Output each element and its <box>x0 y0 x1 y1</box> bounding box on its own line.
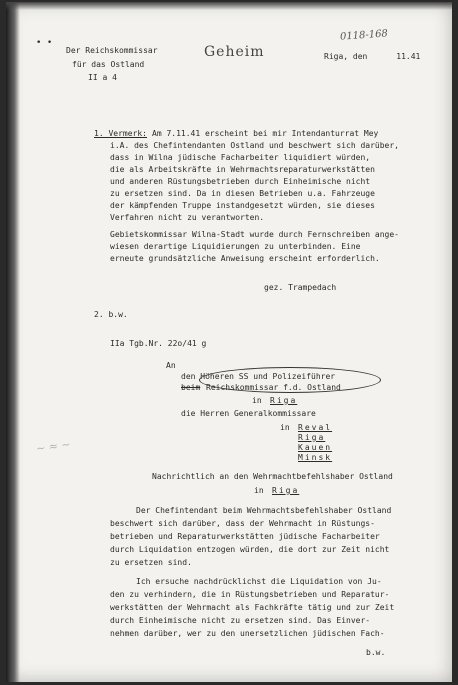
body2-line-1: Ich ersuche nachdrücklichst die Liquidation von Ju- <box>136 577 382 586</box>
memo-line-2: i.A. des Chefintendanten Ostland und beschwert sich darüber, <box>110 141 399 150</box>
body2-line-5: nehmen darüber, wer zu den unersetzlichen jüdischen Fach- <box>110 629 385 638</box>
body1-line-5: zu ersetzen sind. <box>110 558 192 567</box>
memo-item-2: 2. b.w. <box>94 310 128 319</box>
memo-item-label: 1. Vermerk: <box>94 129 147 138</box>
cc-in: in <box>254 486 264 495</box>
body1-line-1: Der Chefintendant beim Wehrmachtsbefehlshaber Ostland <box>136 506 392 515</box>
body2-line-4: durch Einheimische nicht zu ersetzen sind. Das Einver- <box>110 616 371 625</box>
reference-code: II a 4 <box>88 73 117 82</box>
city-riga: Riga <box>298 433 326 442</box>
footer-continued: b.w. <box>366 648 386 657</box>
address-an: An <box>166 361 176 370</box>
memo-para2-line-2: wiesen derartige Liquidierungen zu unterbinden. Eine <box>110 242 361 251</box>
body1-line-4: durch Liquidation entzogen würden, die dort zur Zeit nicht <box>110 545 390 554</box>
memo-line-3: dass in Wilna jüdische Facharbeiter liquidiert würden, <box>110 153 371 162</box>
recipient-in: in <box>252 396 262 405</box>
memo-para2-line-3: erneute grundsätzliche Anweisung erscheint erforderlich. <box>110 254 380 263</box>
recipient-struck-word: beim <box>181 383 201 392</box>
corner-marks: • • <box>36 38 53 48</box>
office-line-2: für das Ostland <box>72 60 145 69</box>
memo-signature: gez. Trampedach <box>264 283 337 292</box>
city-reval: Reval <box>298 423 333 432</box>
scan-shadow-left <box>6 2 20 682</box>
body1-line-3: betrieben und Reparaturwerkstätten jüdische Facharbeiter <box>110 532 380 541</box>
margin-marks: ~ ≈ ~ <box>35 437 72 456</box>
office-line-1: Der Reichskommissar <box>66 46 158 55</box>
memo-line-6: zu ersetzen sind. Da in diesen Betrieben u.a. Fahrzeuge <box>110 189 375 198</box>
memo-line-4: die als Arbeitskräfte in Wehrmachtsreparaturwerkstätten <box>110 165 375 174</box>
memo-line-7: der kämpfenden Truppe instandgesetzt würden, sie dieses <box>110 201 375 210</box>
memo-para2-line-1: Gebietskommissar Wilna-Stadt wurde durch Fernschreiben ange- <box>110 230 399 239</box>
body2-line-3: werkstätten der Wehrmacht als Fachkräfte tätig und zur Zeit <box>110 603 395 612</box>
recipient-in-2: in <box>280 423 290 432</box>
city-minsk: Minsk <box>298 453 333 462</box>
scan-shadow-top <box>6 2 452 10</box>
recipient-city-riga: Riga <box>270 396 298 405</box>
document-page <box>6 2 452 682</box>
recipient-line-2: Reichskommissar f.d. Ostland <box>206 383 341 392</box>
archive-stamp: 0118-168 <box>339 28 389 43</box>
classification-heading: Geheim <box>204 44 265 60</box>
memo-line-1: Am 7.11.41 erscheint bei mir Intendanturrat Mey <box>152 129 379 138</box>
place-date: Riga, den 11.41 <box>324 52 421 61</box>
recipients-generalkommissare: die Herren Generalkommissare <box>181 409 316 418</box>
memo-line-8: Verfahren nicht zu verantworten. <box>110 213 265 222</box>
journal-number: IIa Tgb.Nr. 22o/41 g <box>110 339 207 348</box>
recipient-line-1: den Höheren SS und Polizeiführer <box>181 372 336 381</box>
cc-city-riga: Riga <box>272 486 300 495</box>
city-kauen: Kauen <box>298 443 333 452</box>
body1-line-2: beschwert sich darüber, dass der Wehrmacht in Rüstungs- <box>110 519 375 528</box>
cc-line: Nachrichtlich an den Wehrmachtbefehlshaber Ostland <box>152 472 393 481</box>
memo-line-5: und anderen Rüstungsbetrieben durch Einheimische nicht <box>110 177 371 186</box>
body2-line-2: den zu verhindern, die in Rüstungsbetrieben und Reparatur- <box>110 590 390 599</box>
